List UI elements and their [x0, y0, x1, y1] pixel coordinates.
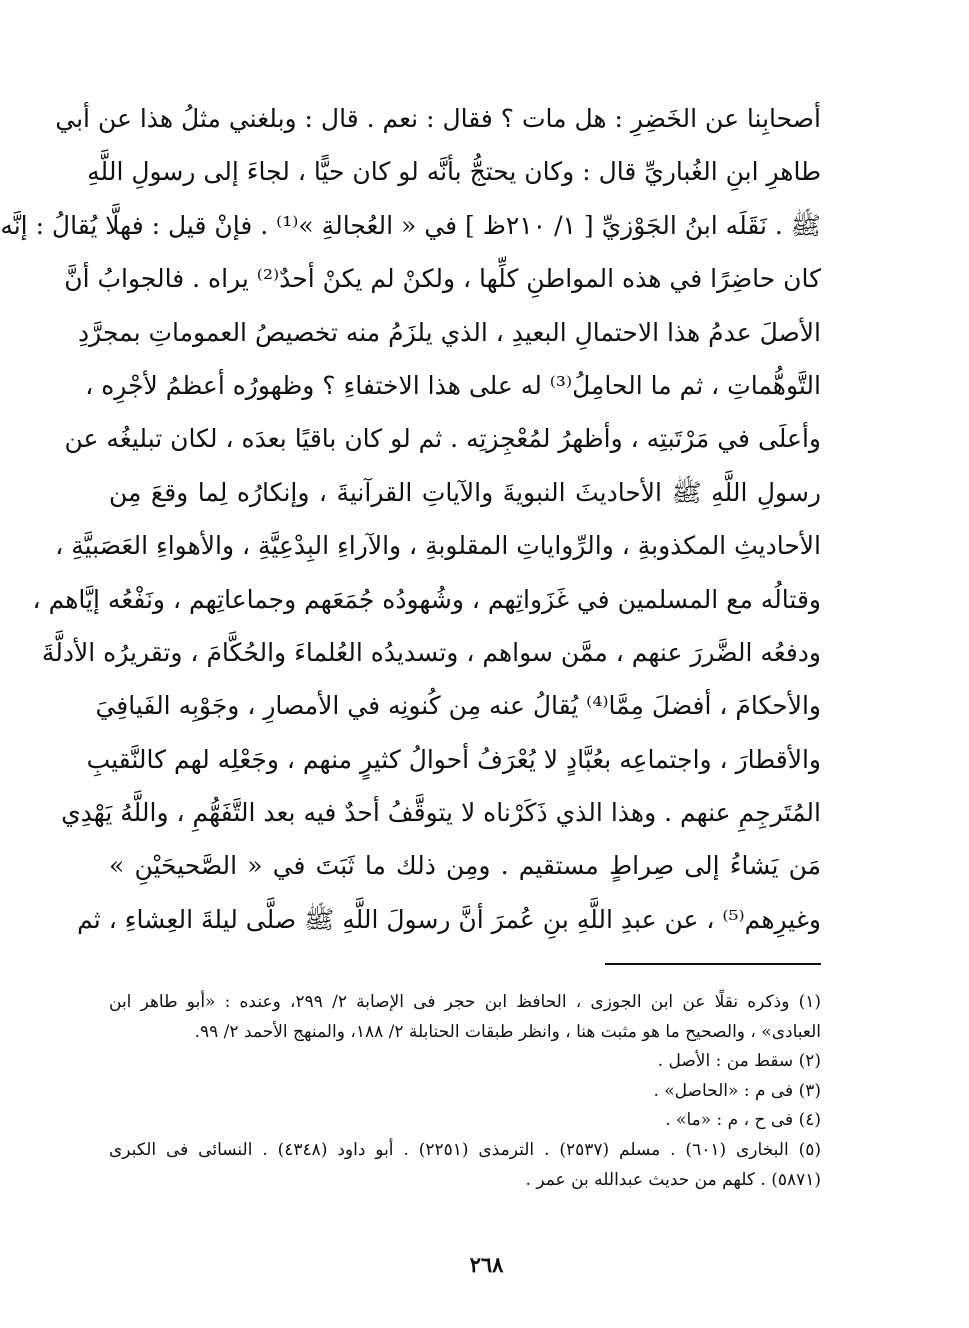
footnote-line: (٥٨٧١) . كلهم من حديث عبدالله بن عمر . [525, 1169, 821, 1190]
page-number: ٢٦٨ [469, 1252, 504, 1277]
main-text [0, 92, 821, 946]
footnote-line: (٤) فى ح ، م : «ما» . [665, 1110, 821, 1131]
text-line: والأقطارَ ، واجتماعِه بعُبَّادٍ لا يُعْرَفُ أحوالُ كثيرٍ منهم ، وجَعْلِه لهم كالنَّقيبِ [86, 744, 821, 774]
footnote-separator [605, 963, 821, 965]
text-line: والأحكامَ ، أفضلَ مِمَّا⁽⁴⁾ يُقالُ عنه مِن كُنونِه في الأمصارِ ، وجَوْبِه الفَيافِيَ [95, 691, 821, 721]
text-line: الأحاديثِ المكذوبةِ ، والرِّواياتِ المقلوبةِ ، والآراءِ البِدْعِيَّةِ ، والأهواءِ العَصَبيَّةِ ، [55, 531, 821, 561]
footnote-line: (٣) فى م : «الحاصل» . [653, 1080, 821, 1101]
footnote-line: (٢) سقط من : الأصل . [657, 1051, 821, 1072]
text-line: طاهرِ ابنِ الغُباريِّ قال : وكان يحتجُّ بأنَّه لو كان حيًّا ، لجاءَ إلى رسولِ اللَّهِ [87, 157, 821, 187]
text-line: ﷺ . نَقَلَه ابنُ الجَوْزيِّ [ ١/ ٢١٠ظ ] في « العُجالةِ »⁽¹⁾ . فإنْ قيل : فهلَّا يُقالُ : إنَّه [0, 210, 821, 240]
text-line: وقتالُه مع المسلمين في غَزَواتِهم ، وشُهودُه جُمَعَهم وجماعاتِهم ، ونَفْعُه إيَّاهم ، [32, 584, 821, 614]
footnote-line: العبادى» ، والصحيح ما هو مثبت هنا ، وانظر طبقات الحنابلة ٢/ ١٨٨، والمنهج الأحمد ٢/ ٩٩. [194, 1021, 821, 1042]
text-line: وغيرِهم⁽⁵⁾ ، عن عبدِ اللَّهِ بنِ عُمرَ أنَّ رسولَ اللَّهِ ﷺ صلَّى ليلةَ العِشاءِ ، ثم [77, 904, 821, 934]
footnote-line: (٥) البخارى (٦٠١) . مسلم (٢٥٣٧) . الترمذى (٢٢٥١) . أبو داود (٤٣٤٨) . النسائى فى الكبرى [109, 1139, 822, 1160]
text-line: مَن يَشاءُ إلى صِراطٍ مستقيم . ومِن ذلك ما ثَبَتَ في « الصَّحيحَيْنِ » [109, 851, 821, 881]
text-line: التَّوهُّماتِ ، ثم ما الحامِلُ⁽³⁾ له على هذا الاختفاءِ ؟ وظهورُه أعظمُ لأجْرِه ، [85, 370, 821, 400]
text-line: ودفعُه الضَّررَ عنهم ، ممَّن سواهم ، وتسديدُه العُلماءَ والحُكَّامَ ، وتقريرُه الأدلَّةَ [41, 637, 821, 667]
text-line: أصحابِنا عن الخَضِرِ : هل مات ؟ فقال : نعم . قال : وبلغني مثلُ هذا عن أبي [55, 104, 821, 133]
text-line: الأصلَ عدمُ هذا الاحتمالِ البعيدِ ، الذي يلزَمُ منه تخصيصُ العموماتِ بمجرَّدِ [78, 317, 821, 347]
text-line: وأعلَى في مَرْتَبتِه ، وأظهرُ لمُعْجِزتِه . ثم لو كان باقيًا بعدَه ، لكان تبليغُه عن [64, 424, 821, 454]
footnotes [109, 988, 821, 1195]
footnote-line: (١) وذكره نقلًا عن ابن الجوزى ، الحافظ ابن حجر فى الإصابة ٢/ ٢٩٩، وعنده : «أبو طاهر ابن [109, 992, 821, 1012]
text-line: كان حاضِرًا في هذه المواطنِ كلِّها ، ولكنْ لم يكنْ أحدٌ⁽²⁾ يراه . فالجوابُ أنَّ [64, 264, 821, 294]
text-line: رسولِ اللَّهِ ﷺ الأحاديثَ النبويةَ والآياتِ القرآنيةَ ، وإنكارُه لِما وقعَ مِن [109, 477, 821, 507]
text-line: المُتَرجِمِ عنهم . وهذا الذي ذَكَرْناه لا يتوقَّفُ أحدٌ فيه بعد التَّفَهُّمِ ، واللَّهُ يَهْدِي [61, 798, 821, 828]
